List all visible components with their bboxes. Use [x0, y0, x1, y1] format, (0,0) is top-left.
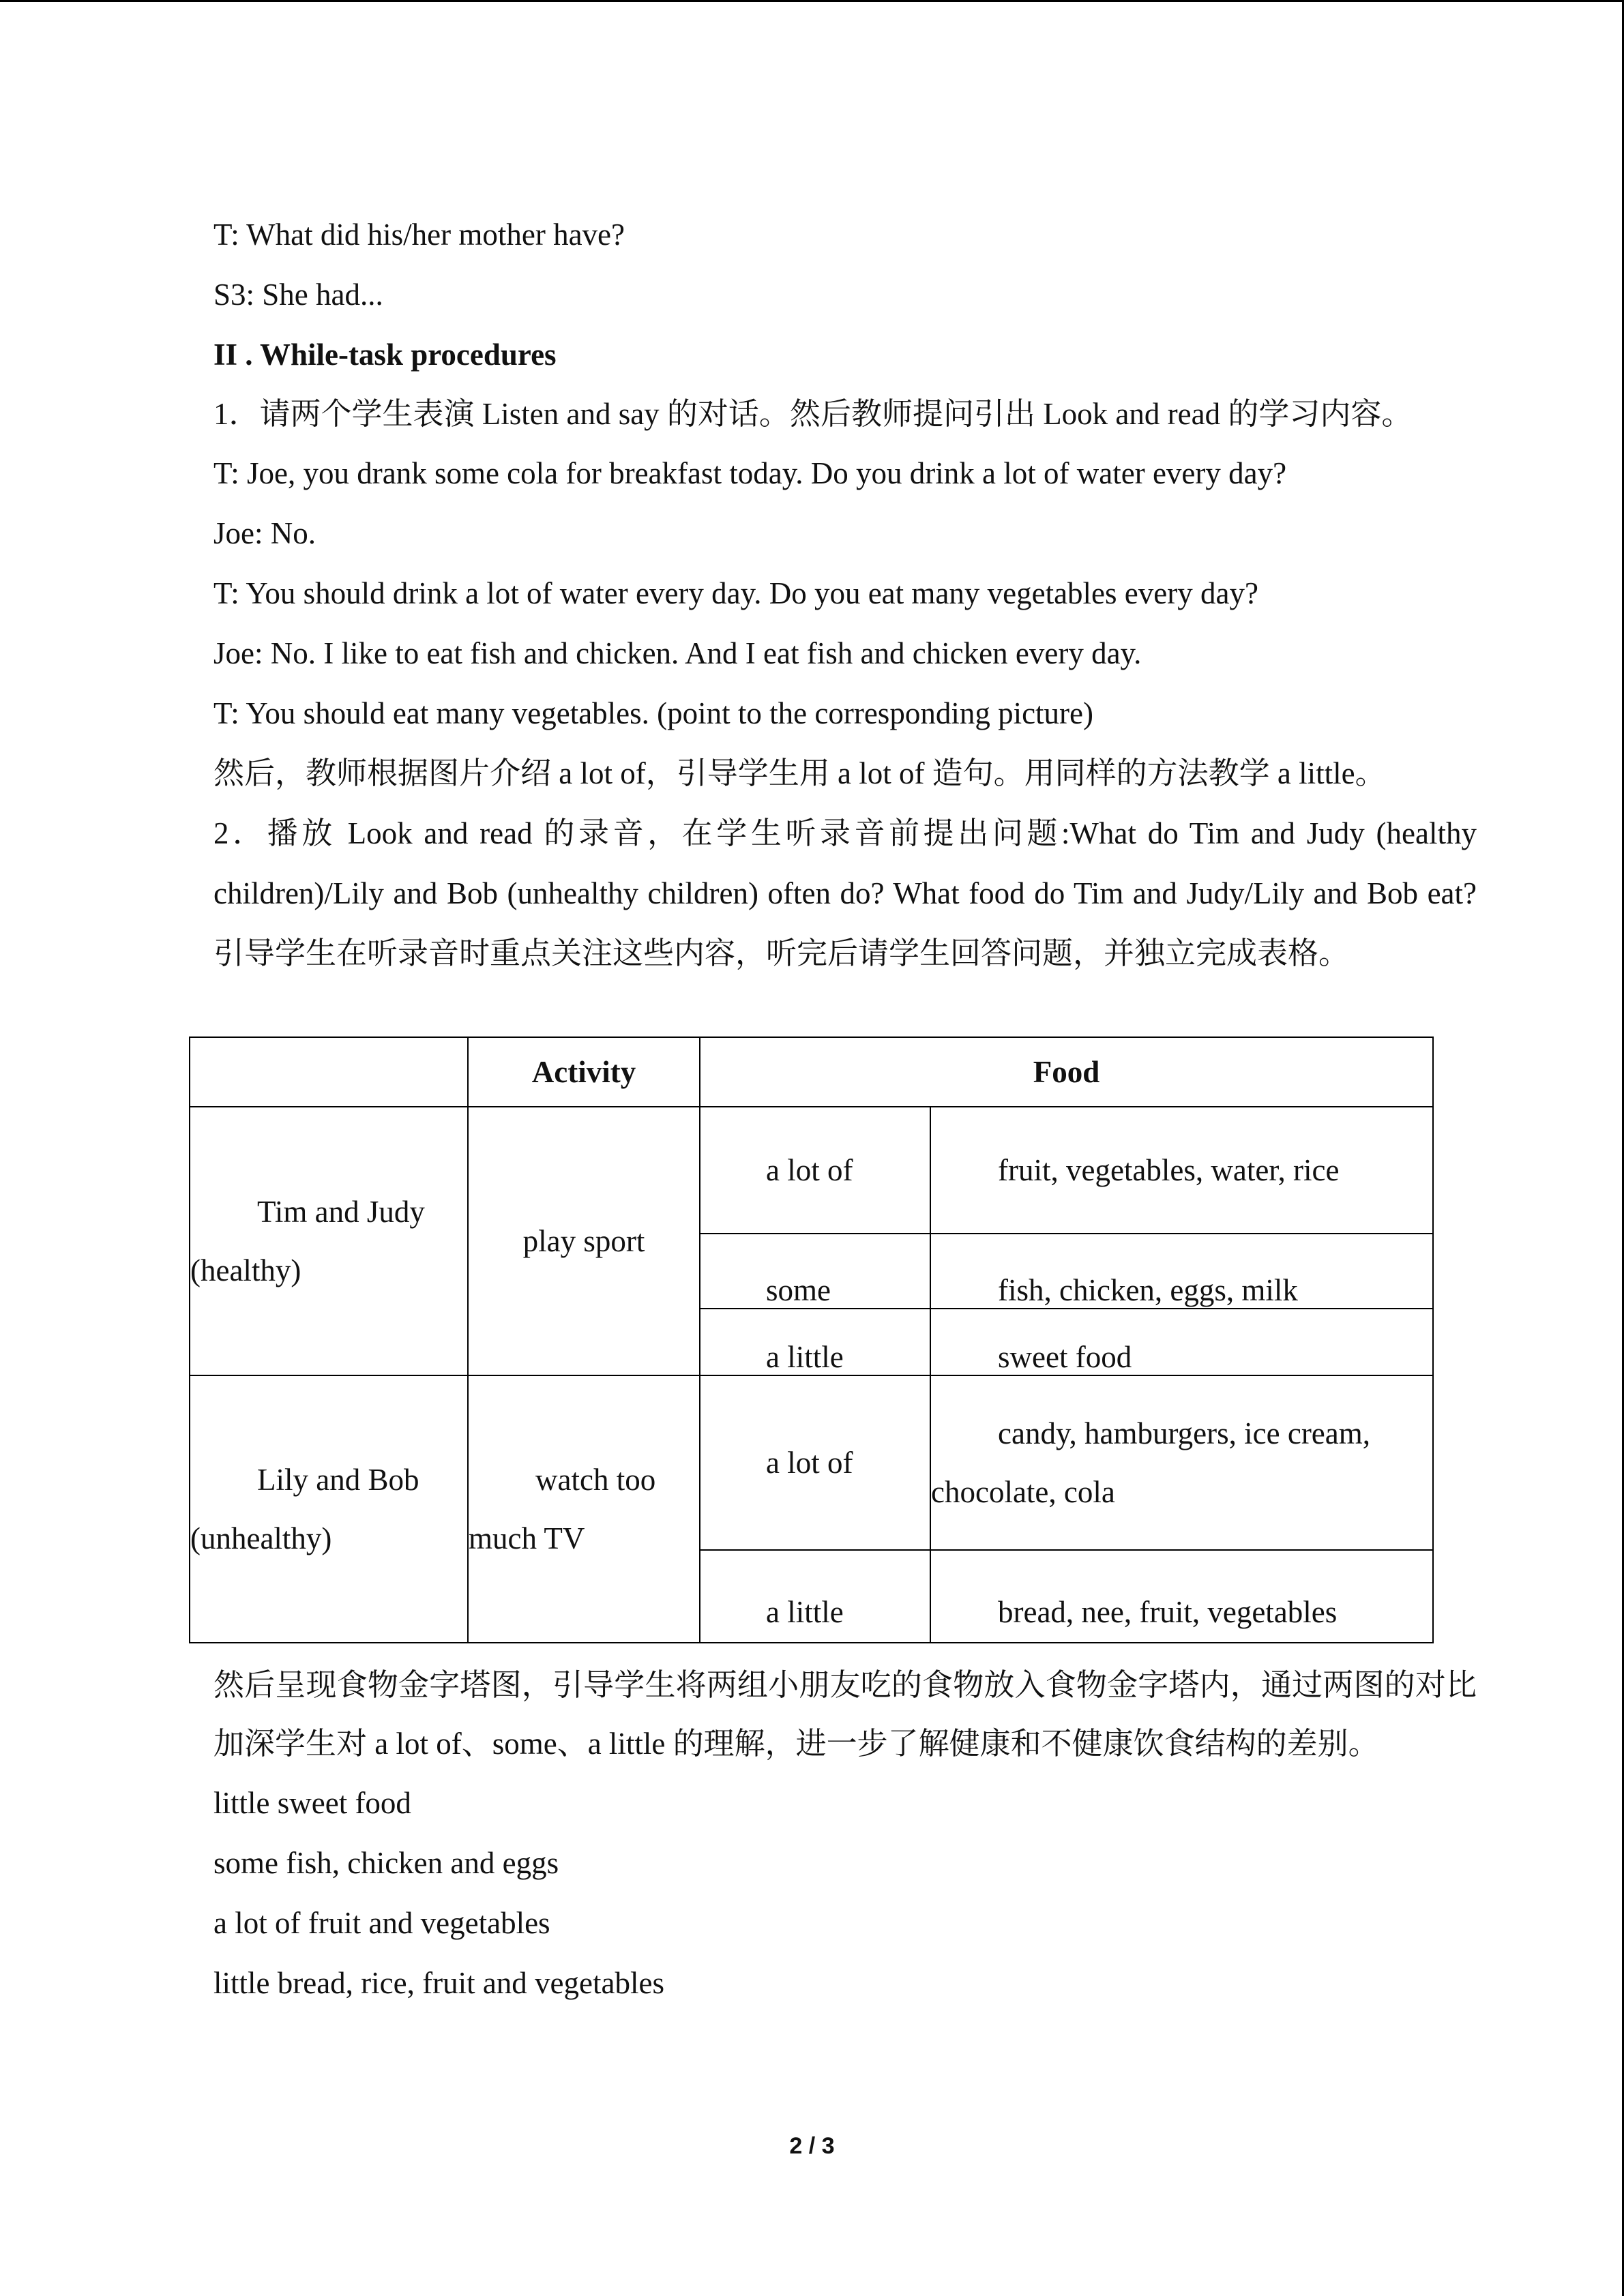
activity-cell — [468, 1375, 700, 1643]
food-line: chocolate, cola — [931, 1475, 1115, 1509]
dialog-line: S3: She had... — [213, 278, 383, 312]
page-number: 2 / 3 — [789, 2133, 835, 2159]
food-line: candy, hamburgers, ice cream, — [998, 1416, 1370, 1450]
amount-cell: some — [700, 1234, 930, 1309]
pyramid-line: little bread, rice, fruit and vegetables — [213, 1966, 664, 2000]
paragraph-1: 1．请两个学生表演 Listen and say 的对话。然后教师提问引出 Look and read 的学习内容。 — [213, 397, 1413, 431]
dialog-line: T: What did his/her mother have? — [213, 218, 625, 252]
pyramid-line: a lot of fruit and vegetables — [213, 1906, 550, 1940]
table-header-food: Food — [700, 1037, 1433, 1107]
top-border — [0, 0, 1624, 2]
paragraph-3: 然后呈现食物金字塔图，引导学生将两组小朋友吃的食物放入食物金字塔内，通过两图的对比加深学生对 a lot of、some、a little 的理解，进一步了解健康和不健康饮食结构的差别。 — [213, 1668, 1477, 1761]
dialog-line: T: Joe, you drank some cola for breakfast today. Do you drink a lot of water every day? — [213, 456, 1287, 490]
group-name-line: (healthy) — [190, 1253, 301, 1287]
activity-line: watch too — [535, 1463, 656, 1497]
amount-cell: a little — [700, 1550, 930, 1643]
group-name-line: (unhealthy) — [190, 1521, 332, 1555]
amount-cell: a little — [700, 1309, 930, 1375]
amount-cell: a lot of — [700, 1107, 930, 1234]
table-header-blank — [190, 1037, 468, 1107]
dialog-line: Joe: No. — [213, 516, 316, 550]
food-cell — [930, 1375, 1433, 1550]
table-row — [190, 1375, 1433, 1550]
table-header-activity: Activity — [468, 1037, 700, 1107]
instruction-line: 然后，教师根据图片介绍 a lot of，引导学生用 a lot of 造句。用同样的方法教学 a little。 — [213, 756, 1386, 790]
food-cell: bread, nee, fruit, vegetables — [930, 1550, 1433, 1643]
document-body-bottom — [147, 1656, 1477, 2013]
activity-line: much TV — [469, 1521, 585, 1555]
pyramid-line: little sweet food — [213, 1786, 411, 1820]
table-header-row — [190, 1037, 1433, 1107]
activity-cell: play sport — [468, 1107, 700, 1375]
dialog-line: T: You should eat many vegetables. (point to the corresponding picture) — [213, 696, 1093, 730]
food-cell: sweet food — [930, 1309, 1433, 1375]
food-table — [189, 1037, 1434, 1643]
group-name-line: Lily and Bob — [257, 1463, 419, 1497]
document-body-top — [147, 205, 1477, 983]
paragraph-2: 2．播放 Look and read 的录音，在学生听录音前提出问题:What do Tim and Judy (healthy children)/Lily and Bob (unhealthy children) often do? What food do Tim and Judy/Lily and Bob eat? 引导学生在听录音时重点关注这些内容，听完后请学生回答问题，并独立完成表格。 — [213, 816, 1477, 970]
group-name-cell — [190, 1107, 468, 1375]
group-name-line: Tim and Judy — [257, 1195, 425, 1229]
food-cell: fruit, vegetables, water, rice — [930, 1107, 1433, 1234]
dialog-line: Joe: No. I like to eat fish and chicken. And I eat fish and chicken every day. — [213, 636, 1142, 670]
group-name-cell — [190, 1375, 468, 1643]
table-row — [190, 1107, 1433, 1234]
dialog-line: T: You should drink a lot of water every day. Do you eat many vegetables every day? — [213, 576, 1258, 610]
pyramid-line: some fish, chicken and eggs — [213, 1846, 559, 1880]
amount-cell: a lot of — [700, 1375, 930, 1550]
section-heading: II . While-task procedures — [213, 338, 557, 372]
food-cell: fish, chicken, eggs, milk — [930, 1234, 1433, 1309]
